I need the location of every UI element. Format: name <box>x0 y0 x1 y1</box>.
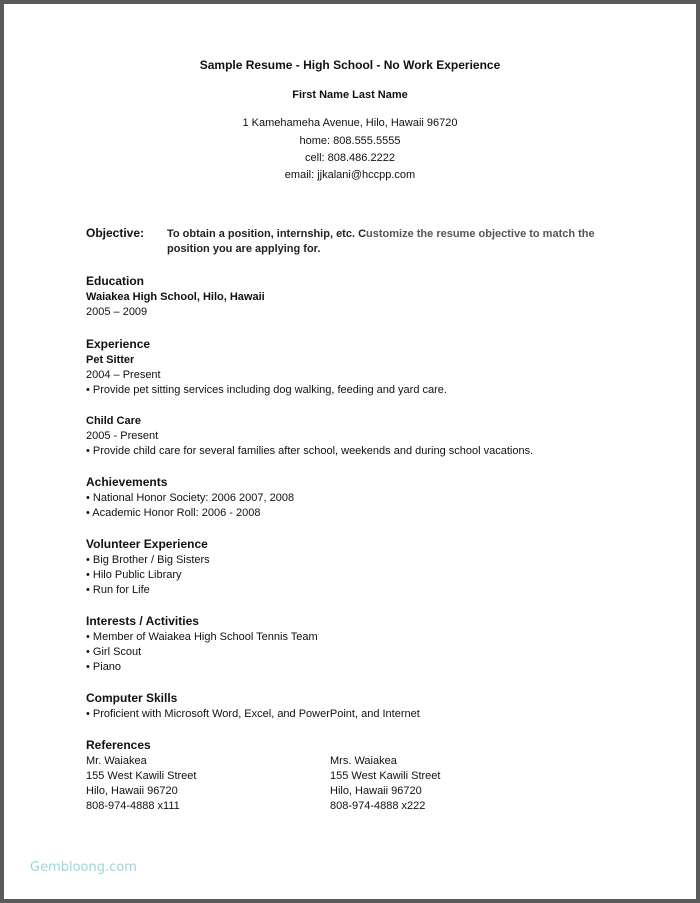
education-school: Waiakea High School, Hilo, Hawaii <box>86 291 265 303</box>
references-heading: References <box>86 738 151 752</box>
volunteer-item: • Big Brother / Big Sisters <box>86 554 210 566</box>
achievement-item: • Academic Honor Roll: 2006 - 2008 <box>86 507 261 519</box>
volunteer-item: • Hilo Public Library <box>86 569 182 581</box>
education-years: 2005 – 2009 <box>86 306 148 318</box>
objective-label: Objective: <box>86 226 145 240</box>
reference-street: 155 West Kawili Street <box>330 770 441 782</box>
volunteer-heading: Volunteer Experience <box>86 537 208 551</box>
experience-heading: Experience <box>86 337 151 351</box>
education-heading: Education <box>86 274 145 288</box>
document-title: Sample Resume - High School - No Work Experience <box>199 58 501 72</box>
interest-item: • Girl Scout <box>86 646 142 658</box>
objective-text-line2: position you are applying for. <box>167 243 321 255</box>
reference-street: 155 West Kawili Street <box>86 770 197 782</box>
job-years: 2004 – Present <box>86 369 161 381</box>
reference-city: Hilo, Hawaii 96720 <box>86 785 178 797</box>
reference-name: Mr. Waiakea <box>86 755 147 767</box>
objective-text-part-b: ustomize the resume objective to match the <box>366 228 595 240</box>
job-bullet: • Provide child care for several families after school, weekends and during school vacations. <box>86 445 534 457</box>
job-title: Child Care <box>86 415 142 427</box>
computer-skill-item: • Proficient with Microsoft Word, Excel, and PowerPoint, and Internet <box>86 708 420 720</box>
computer-skills-heading: Computer Skills <box>86 691 178 705</box>
address-line: 1 Kamehameha Avenue, Hilo, Hawaii 96720 <box>242 117 458 129</box>
volunteer-item: • Run for Life <box>86 584 150 596</box>
reference-city: Hilo, Hawaii 96720 <box>330 785 422 797</box>
achievements-heading: Achievements <box>86 475 168 489</box>
interests-heading: Interests / Activities <box>86 614 199 628</box>
reference-phone: 808-974-4888 x111 <box>86 800 180 812</box>
objective-text-part-a: To obtain a position, internship, etc. C <box>167 228 367 240</box>
candidate-name: First Name Last Name <box>292 89 408 101</box>
email-address: email: jjkalani@hccpp.com <box>284 169 416 181</box>
job-bullet: • Provide pet sitting services including dog walking, feeding and yard care. <box>86 384 447 396</box>
reference-phone: 808-974-4888 x222 <box>330 800 426 812</box>
objective-text-line1 <box>167 227 595 242</box>
home-phone: home: 808.555.5555 <box>299 135 401 147</box>
cell-phone: cell: 808.486.2222 <box>305 152 395 164</box>
watermark: Gembloong.com <box>30 860 137 875</box>
interest-item: • Piano <box>86 661 122 673</box>
interest-item: • Member of Waiakea High School Tennis Team <box>86 631 318 643</box>
job-title: Pet Sitter <box>86 354 135 366</box>
resume-page <box>4 4 696 899</box>
job-years: 2005 - Present <box>86 430 159 442</box>
achievement-item: • National Honor Society: 2006 2007, 2008 <box>86 492 295 504</box>
reference-name: Mrs. Waiakea <box>330 755 397 767</box>
